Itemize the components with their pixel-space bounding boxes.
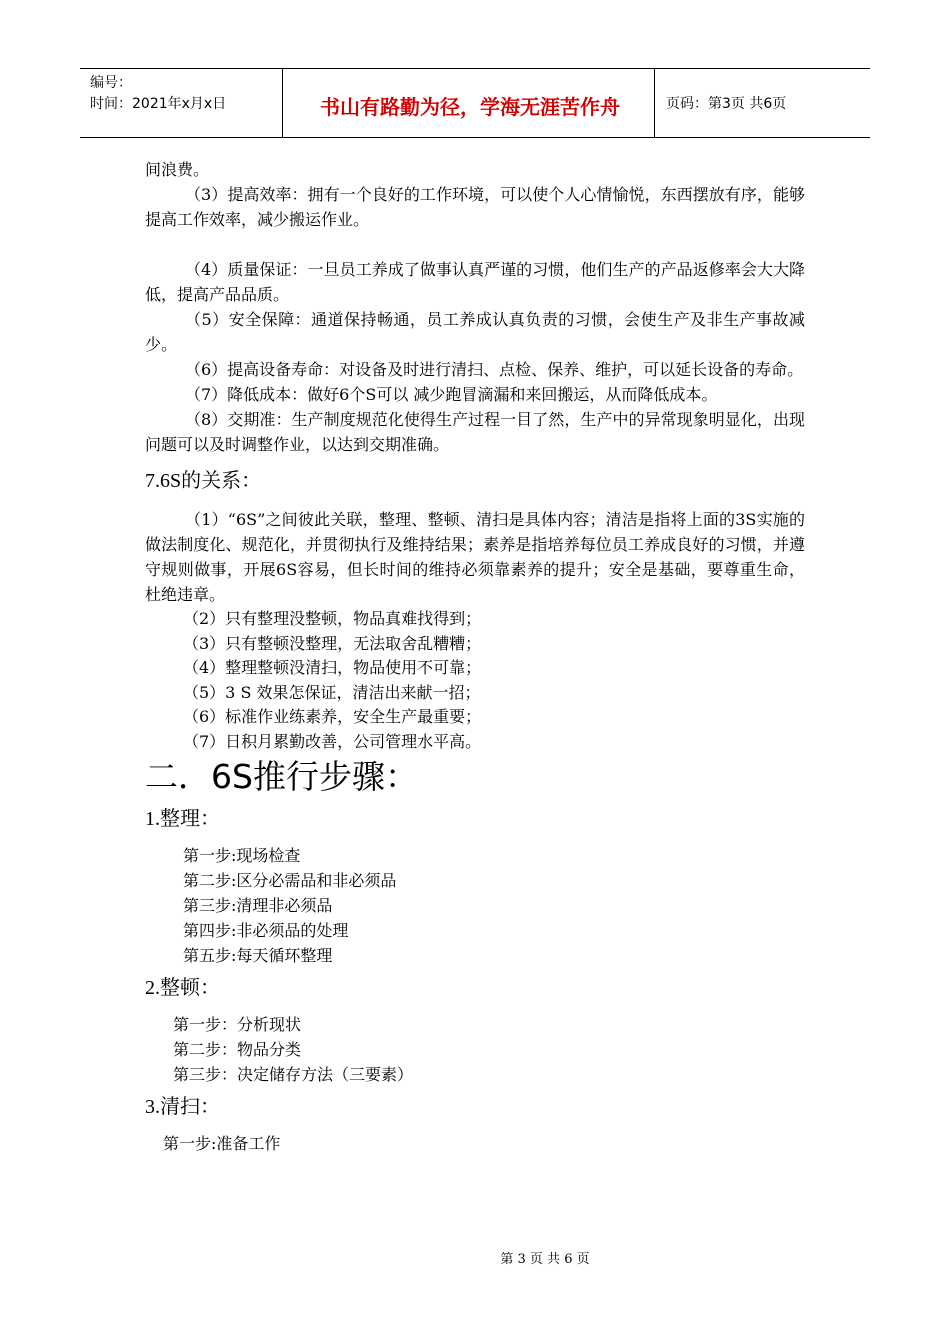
page-footer: 第 3 页 共 6 页: [500, 1252, 590, 1267]
benefit-item: （5）安全保障：通道保持畅通，员工养成认真负责的习惯，会使生产及非生产事故减少。: [145, 310, 805, 354]
arrange-steps: [145, 1012, 805, 1087]
page-header: [80, 68, 870, 138]
header-page-label: 页码：第3页 共6页: [666, 96, 787, 112]
benefit-item: （3）提高效率：拥有一个良好的工作环境，可以使个人心情愉悦，东西摆放有序，能够提高工作效率，减少搬运作业。: [145, 185, 805, 229]
sort-step: 第四步:非必须品的处理: [183, 920, 349, 940]
sort-step: 第五步:每天循环整理: [183, 945, 333, 965]
arrange-heading: 2.整顿：: [145, 976, 220, 999]
sort-step: 第三步:清理非必须品: [183, 895, 333, 915]
sort-heading: 1.整理：: [145, 807, 220, 830]
continued-line: 间浪费。: [145, 160, 210, 179]
relation-heading: 7.6S的关系：: [145, 470, 262, 492]
benefit-item: （7）降低成本：做好6个S可以 减少跑冒滴漏和来回搬运，从而降低成本。: [185, 385, 718, 404]
benefit-item: （8）交期准：生产制度规范化使得生产过程一目了然，生产中的异常现象明显化，出现问题可以及时调整作业，以达到交期准确。: [145, 410, 805, 454]
relation-list-item: （2）只有整理没整顿，物品真难找得到；: [183, 609, 482, 628]
clean-heading: 3.清扫：: [145, 1095, 220, 1118]
header-motto: 书山有路勤为径，学海无涯苦作舟: [320, 95, 620, 119]
benefit-item: （4）质量保证：一旦员工养成了做事认真严谨的习惯，他们生产的产品返修率会大大降低，提高产品品质。: [145, 260, 805, 304]
header-divider: [282, 69, 283, 137]
relation-list-item: （3）只有整顿没整理，无法取舍乱糟糟；: [183, 633, 482, 653]
section-heading: 二．6S推行步骤：: [145, 756, 418, 796]
sort-step: 第二步:区分必需品和非必须品: [183, 870, 397, 890]
relation-list-item: （5）3 S 效果怎保证，清洁出来献一招；: [183, 682, 481, 702]
number-label: 编号：: [90, 75, 132, 91]
header-left: [90, 73, 226, 115]
relation-list-item: （6）标准作业练素养，安全生产最重要；: [183, 707, 482, 727]
benefit-item: （6）提高设备寿命：对设备及时进行清扫、点检、保养、维护，可以延长设备的寿命。: [185, 360, 804, 379]
arrange-step: 第二步：物品分类: [173, 1039, 302, 1059]
clean-steps: [145, 1131, 805, 1156]
arrange-step: 第一步：分析现状: [173, 1014, 302, 1034]
time-label: 时间：2021年x月x日: [90, 96, 227, 112]
relation-list-item: （4）整理整顿没清扫，物品使用不可靠；: [183, 658, 482, 678]
document-body: [145, 157, 805, 1156]
sort-step: 第一步:现场检查: [183, 845, 301, 865]
relation-paragraph: （1）“6S”之间彼此关联，整理、整顿、清扫是具体内容；清洁是指将上面的3S实施的做法制度化、规范化，并贯彻执行及维持结果；素养是指培养每位员工养成良好的习惯，并遵守规则做事，开展6S容易，但长时间的维持必须靠素养的提升；安全是基础，要尊重生命，杜绝违章。: [145, 510, 805, 604]
relation-list-item: （7）日积月累勤改善，公司管理水平高。: [183, 731, 482, 751]
sort-steps: [145, 843, 805, 968]
arrange-step: 第三步：决定储存方法（三要素）: [173, 1064, 414, 1084]
clean-step: 第一步:准备工作: [163, 1133, 281, 1153]
